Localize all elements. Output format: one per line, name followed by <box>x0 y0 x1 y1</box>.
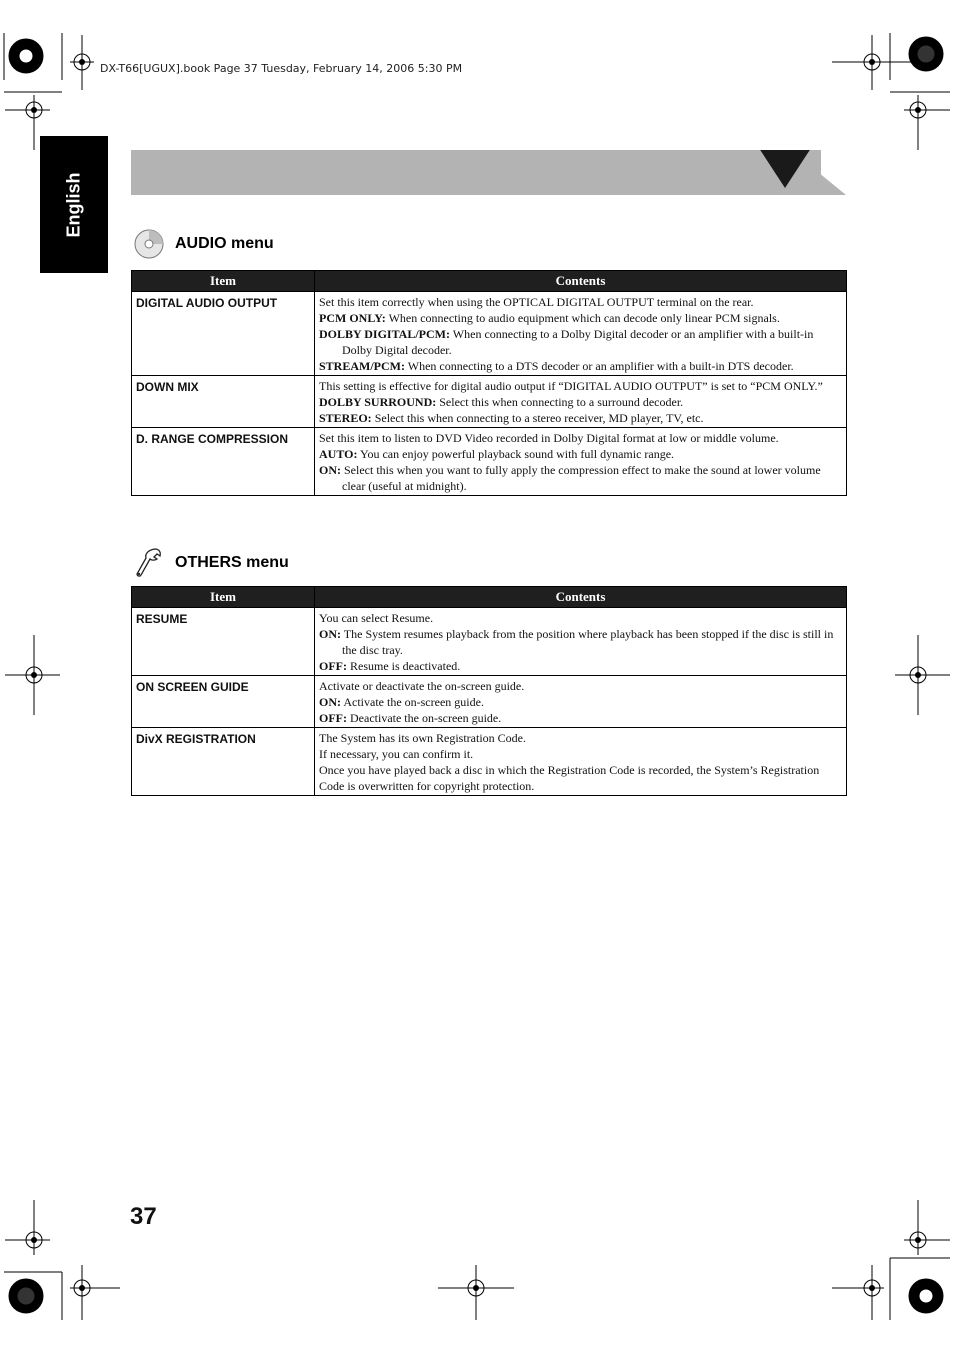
others-menu-title: OTHERS menu <box>175 554 289 571</box>
column-header-item: Item <box>132 587 315 608</box>
option-text: When connecting to audio equipment which can decode only linear PCM signals. <box>385 311 780 325</box>
table-row <box>132 728 847 796</box>
option-line <box>319 462 842 494</box>
content-line: The System has its own Registration Code. <box>319 731 526 745</box>
content-line: If necessary, you can confirm it. <box>319 747 474 761</box>
row-contents <box>315 676 847 728</box>
language-tab <box>40 136 108 273</box>
option-label: DOLBY SURROUND: <box>319 395 437 409</box>
option-label: OFF: <box>319 711 347 725</box>
table-row <box>132 292 847 376</box>
option-label: ON: <box>319 627 341 641</box>
column-header-item: Item <box>132 271 315 292</box>
row-contents <box>315 728 847 796</box>
table-row <box>132 376 847 428</box>
row-intro: This setting is effective for digital audio output if “DIGITAL AUDIO OUTPUT” is set to “PCM ONLY.” <box>319 379 823 393</box>
option-line <box>319 410 842 426</box>
audio-menu-table <box>131 270 847 496</box>
column-header-contents: Contents <box>315 587 847 608</box>
option-line <box>319 394 842 410</box>
content-line: Once you have played back a disc in which the Registration Code is recorded, the System’s Registration Code is overwritten for copyright protection. <box>319 763 820 793</box>
row-contents <box>315 608 847 676</box>
row-item-name: DIGITAL AUDIO OUTPUT <box>132 292 315 376</box>
row-item-name: ON SCREEN GUIDE <box>132 676 315 728</box>
table-row <box>132 608 847 676</box>
disc-icon <box>133 228 165 260</box>
option-line <box>319 310 842 326</box>
option-line <box>319 710 842 726</box>
option-label: ON: <box>319 695 341 709</box>
row-item-name: DivX REGISTRATION <box>132 728 315 796</box>
row-contents <box>315 428 847 496</box>
option-line <box>319 446 842 462</box>
wrench-icon <box>133 547 165 579</box>
row-intro: You can select Resume. <box>319 611 434 625</box>
table-header-row <box>132 587 847 608</box>
option-label: OFF: <box>319 659 347 673</box>
option-text: Activate the on-screen guide. <box>341 695 484 709</box>
table-header-row <box>132 271 847 292</box>
row-intro: Set this item to listen to DVD Video recorded in Dolby Digital format at low or middle volume. <box>319 431 779 445</box>
audio-menu-title: AUDIO menu <box>175 235 274 252</box>
option-text: Resume is deactivated. <box>347 659 461 673</box>
others-menu-heading <box>133 547 289 579</box>
option-line <box>319 658 842 674</box>
language-tab-label: English <box>63 171 84 238</box>
row-item-name: DOWN MIX <box>132 376 315 428</box>
option-text: The System resumes playback from the position where playback has been stopped if the disc is still in the disc tray. <box>341 627 834 657</box>
table-row <box>132 428 847 496</box>
option-text: Select this when connecting to a stereo receiver, MD player, TV, etc. <box>371 411 704 425</box>
table-row <box>132 676 847 728</box>
option-label: DOLBY DIGITAL/PCM: <box>319 327 451 341</box>
row-contents <box>315 376 847 428</box>
option-line <box>319 694 842 710</box>
option-label: STEREO: <box>319 411 372 425</box>
others-menu-table <box>131 586 847 796</box>
row-item-name: RESUME <box>132 608 315 676</box>
option-label: STREAM/PCM: <box>319 359 405 373</box>
row-contents <box>315 292 847 376</box>
option-label: AUTO: <box>319 447 358 461</box>
option-line <box>319 358 842 374</box>
section-banner <box>131 150 846 195</box>
audio-menu-heading <box>133 228 274 260</box>
option-text: Select this when connecting to a surround decoder. <box>436 395 684 409</box>
page-number: 37 <box>130 1203 157 1230</box>
option-text: When connecting to a DTS decoder or an amplifier with a built-in DTS decoder. <box>405 359 794 373</box>
row-item-name: D. RANGE COMPRESSION <box>132 428 315 496</box>
option-text: You can enjoy powerful playback sound with full dynamic range. <box>357 447 675 461</box>
option-line <box>319 326 842 358</box>
option-text: Select this when you want to fully apply the compression effect to make the sound at lower volume clear (useful at midnight). <box>341 463 821 493</box>
option-text: When connecting to a Dolby Digital decoder or an amplifier with a built-in Dolby Digital decoder. <box>342 327 814 357</box>
option-label: ON: <box>319 463 341 477</box>
option-line <box>319 626 842 658</box>
option-text: Deactivate the on-screen guide. <box>347 711 502 725</box>
option-label: PCM ONLY: <box>319 311 386 325</box>
row-intro: Activate or deactivate the on-screen guide. <box>319 679 525 693</box>
row-intro: Set this item correctly when using the OPTICAL DIGITAL OUTPUT terminal on the rear. <box>319 295 754 309</box>
column-header-contents: Contents <box>315 271 847 292</box>
print-header: DX-T66[UGUX].book Page 37 Tuesday, February 14, 2006 5:30 PM <box>100 62 463 75</box>
